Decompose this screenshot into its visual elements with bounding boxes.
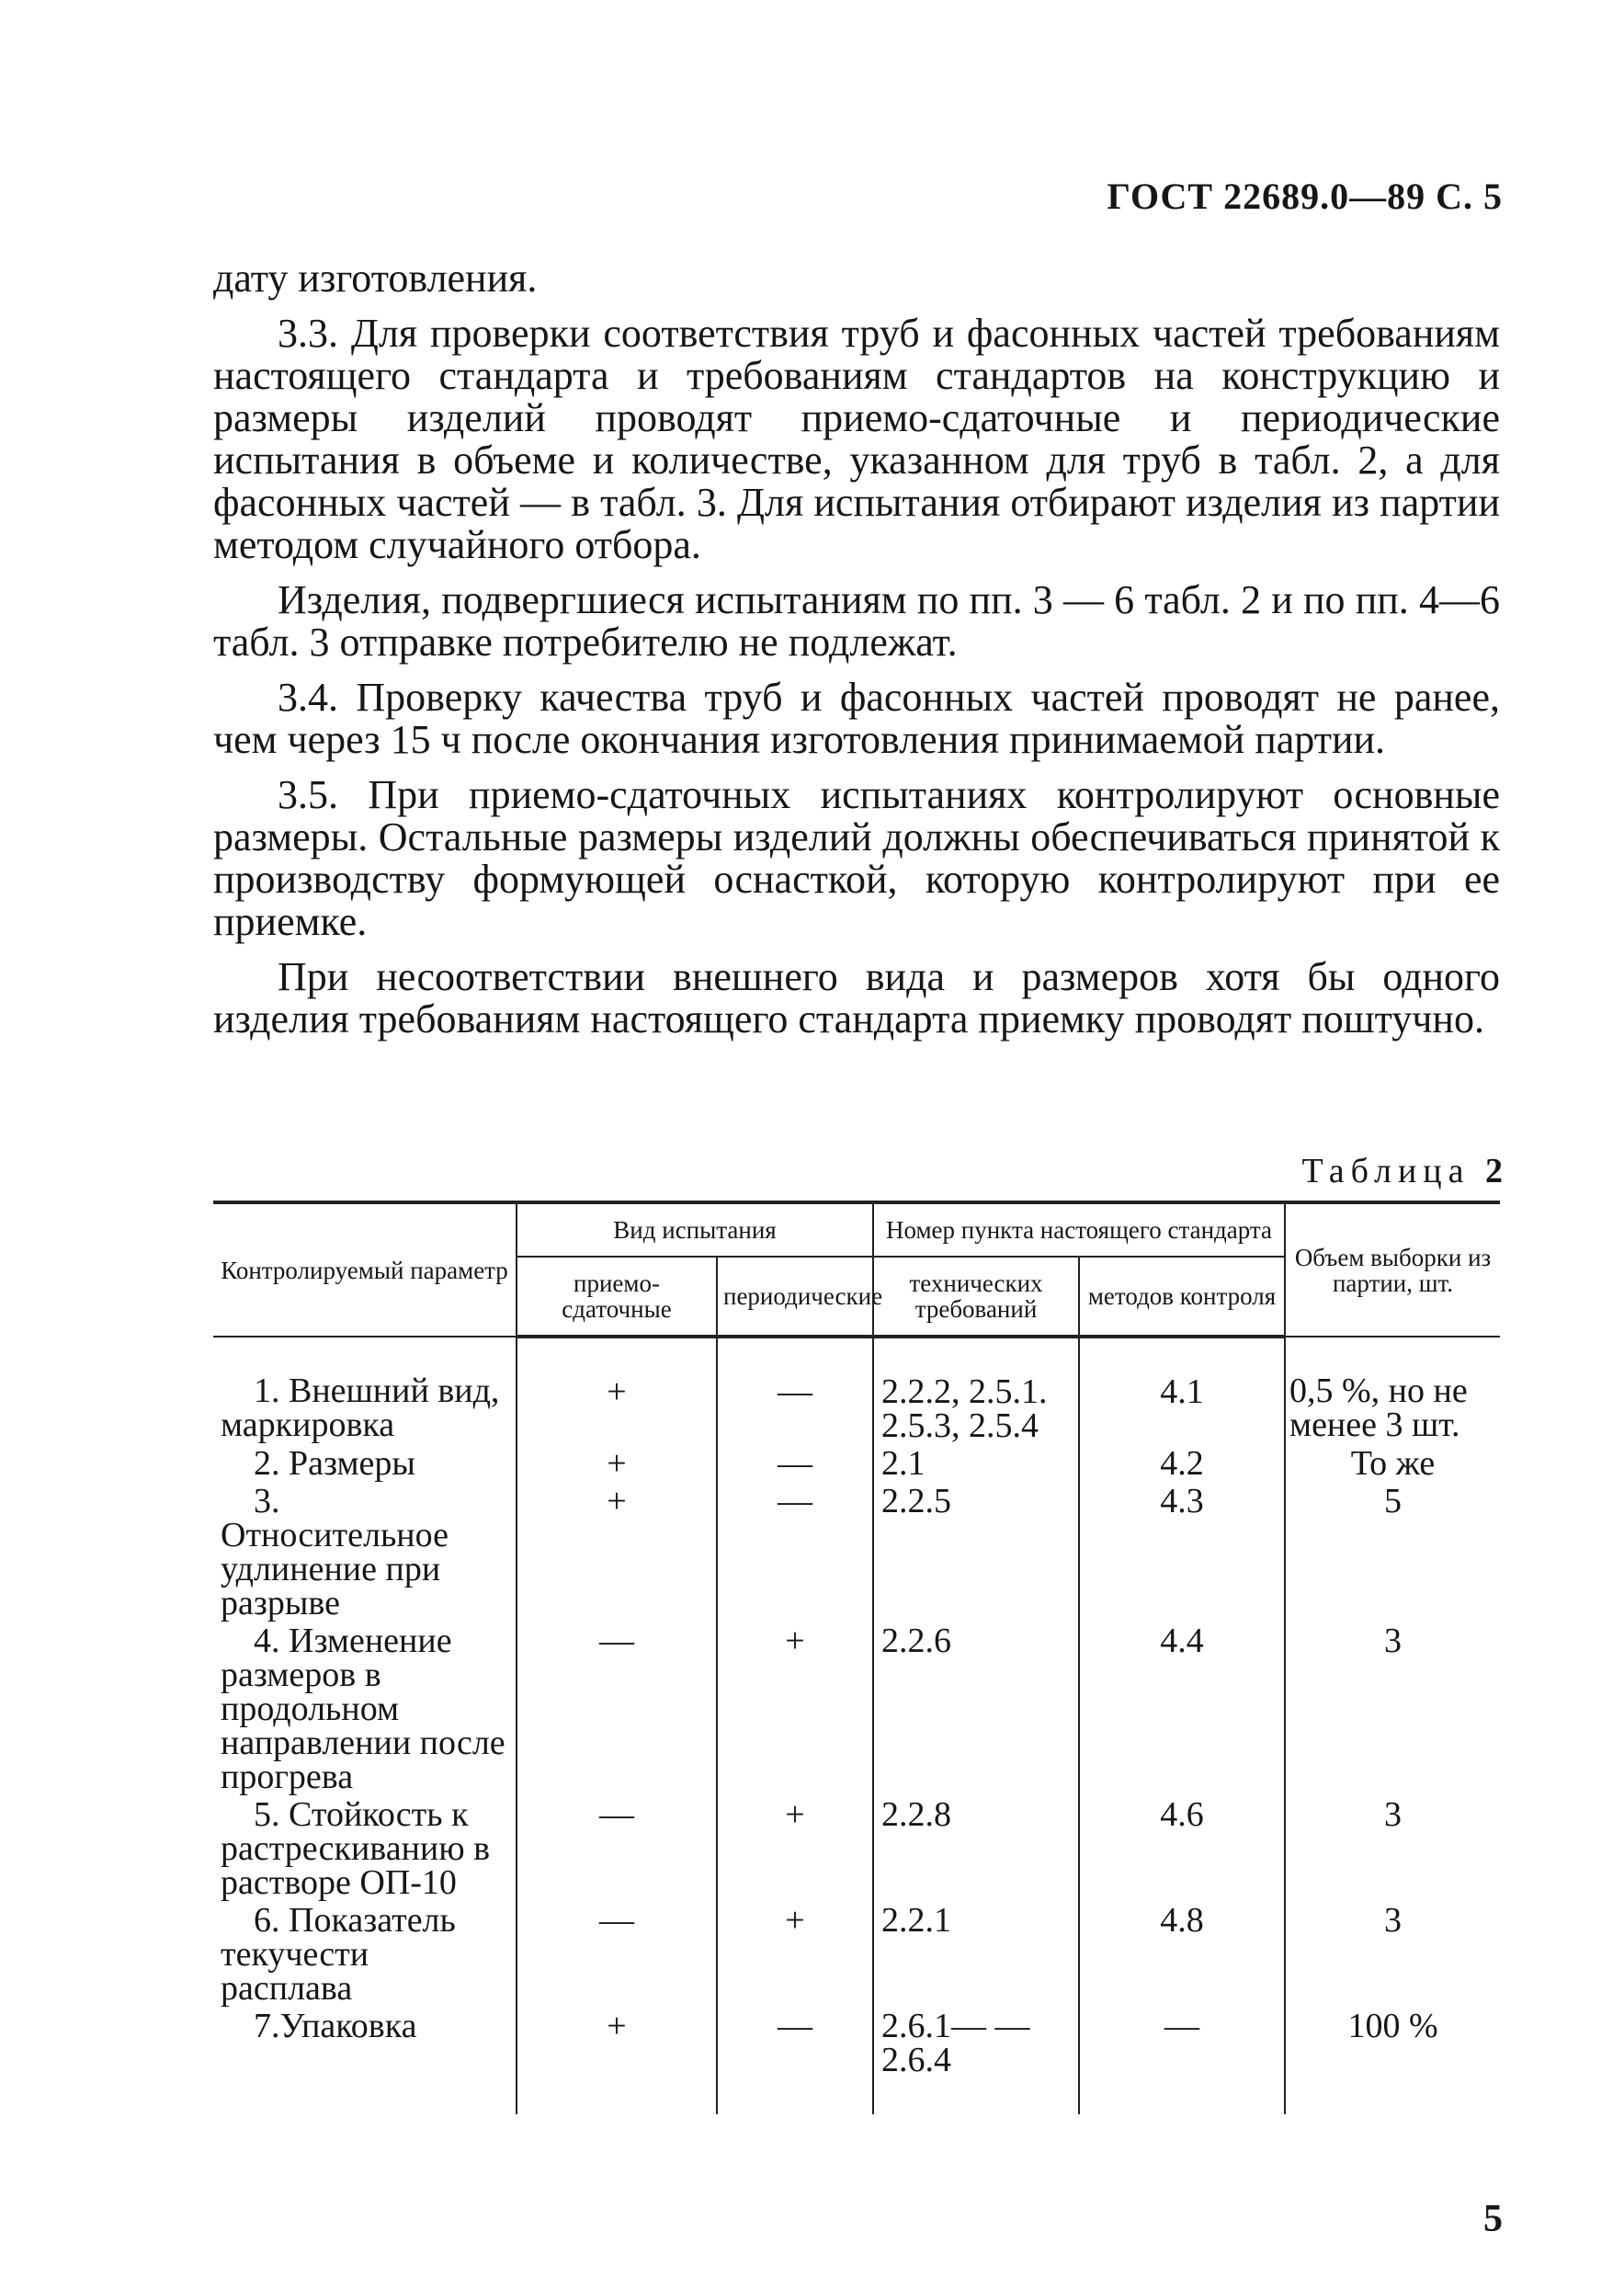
cell-tech: 2.2.2, 2.5.1. 2.5.3, 2.5.4 <box>873 1337 1079 1445</box>
cell-sample: 3 <box>1285 1622 1500 1796</box>
cell-periodic: + <box>717 1622 873 1796</box>
paragraph: 3.5. При приемо-сдаточных испытаниях контролируют основные размеры. Остальные размеры изделий должны обеспечиваться принятой к производству формующей оснасткой, которую контролируют при ее приемке. <box>213 772 1500 944</box>
table-row <box>213 1796 1500 1902</box>
cell-tech: 2.2.1 <box>873 1902 1079 2008</box>
cell-acceptance: + <box>517 1483 717 1622</box>
cell-sample: 3 <box>1285 1796 1500 1902</box>
table-caption-number: 2 <box>1485 1152 1503 1190</box>
page-header: ГОСТ 22689.0—89 С. 5 <box>1107 176 1503 217</box>
header-test-type: Вид испытания <box>517 1202 873 1257</box>
paragraph: Изделия, подвергшиеся испытаниям по пп. 3 — 6 табл. 2 и по пп. 4—6 табл. 3 отправке потребителю не подлежат. <box>213 577 1500 665</box>
table-row <box>213 1622 1500 1796</box>
cell-method: — <box>1079 2008 1285 2114</box>
header-sample: Объем выборки из партии, шт. <box>1285 1202 1500 1337</box>
cell-sample: То же <box>1285 1445 1500 1483</box>
cell-tech: 2.6.1— —2.6.4 <box>873 2008 1079 2114</box>
cell-sample: 0,5 %, но не менее 3 шт. <box>1285 1337 1500 1445</box>
table-row <box>213 1337 1500 1445</box>
cell-param: 5. Стойкость к растрескиванию в растворе ОП-10 <box>213 1796 517 1902</box>
table-caption-word: Таблица <box>1301 1152 1471 1190</box>
cell-tech: 2.2.8 <box>873 1796 1079 1902</box>
table-row <box>213 1445 1500 1483</box>
cell-method: 4.6 <box>1079 1796 1285 1902</box>
cell-tech: 2.1 <box>873 1445 1079 1483</box>
cell-acceptance: + <box>517 2008 717 2114</box>
cell-acceptance: — <box>517 1902 717 2008</box>
paragraph: дату изготовления. <box>213 256 538 301</box>
cell-acceptance: + <box>517 1445 717 1483</box>
cell-param: 2. Размеры <box>213 1445 517 1483</box>
cell-tech: 2.2.5 <box>873 1483 1079 1622</box>
cell-param: 4. Изменение размеров в продольном направлении после прогрева <box>213 1622 517 1796</box>
cell-acceptance: — <box>517 1622 717 1796</box>
page-number: 5 <box>1483 2198 1503 2240</box>
table-row <box>213 1902 1500 2008</box>
cell-param: 1. Внешний вид, маркировка <box>213 1337 517 1445</box>
cell-periodic: — <box>717 1445 873 1483</box>
paragraph: При несоответствии внешнего вида и размеров хотя бы одного изделия требованиям настоящего стандарта приемку проводят поштучно. <box>213 954 1500 1042</box>
table-row <box>213 1483 1500 1622</box>
cell-periodic: — <box>717 1337 873 1445</box>
cell-param: 3. Относительное удлинение при разрыве <box>213 1483 517 1622</box>
header-param: Контролируемый параметр <box>213 1202 517 1337</box>
cell-tech: 2.2.6 <box>873 1622 1079 1796</box>
cell-param: 6. Показатель текучести расплава <box>213 1902 517 2008</box>
cell-sample: 5 <box>1285 1483 1500 1622</box>
header-tech-req: технических требований <box>873 1257 1079 1337</box>
header-periodic: периодические <box>717 1257 873 1337</box>
body-text <box>213 257 1500 1053</box>
cell-method: 4.1 <box>1079 1337 1285 1445</box>
cell-periodic: — <box>717 1483 873 1622</box>
table-caption <box>1301 1151 1503 1191</box>
cell-param: 7.Упаковка <box>213 2008 517 2114</box>
cell-periodic: + <box>717 1902 873 2008</box>
cell-method: 4.4 <box>1079 1622 1285 1796</box>
cell-acceptance: — <box>517 1796 717 1902</box>
paragraph: 3.4. Проверку качества труб и фасонных частей проводят не ранее, чем через 15 ч после окончания изготовления принимаемой партии. <box>213 675 1500 762</box>
cell-sample: 3 <box>1285 1902 1500 2008</box>
spec-table <box>213 1201 1500 2114</box>
header-methods: методов контроля <box>1079 1257 1285 1337</box>
cell-method: 4.8 <box>1079 1902 1285 2008</box>
cell-method: 4.2 <box>1079 1445 1285 1483</box>
cell-acceptance: + <box>517 1337 717 1445</box>
paragraph: 3.3. Для проверки соответствия труб и фасонных частей требованиям настоящего стандарта и требованиям стандартов на конструкцию и размеры изделий проводят приемо-сдаточные и периодические испытания в объеме и количестве, указанном для труб в табл. 2, а для фасонных частей — в табл. 3. Для испытания отбирают изделия из партии методом случайного отбора. <box>213 311 1500 567</box>
header-clause: Номер пункта настоящего стандарта <box>873 1202 1285 1257</box>
table-row <box>213 2008 1500 2114</box>
cell-periodic: + <box>717 1796 873 1902</box>
cell-method: 4.3 <box>1079 1483 1285 1622</box>
cell-periodic: — <box>717 2008 873 2114</box>
cell-sample: 100 % <box>1285 2008 1500 2114</box>
header-acceptance: приемо-сдаточные <box>517 1257 717 1337</box>
